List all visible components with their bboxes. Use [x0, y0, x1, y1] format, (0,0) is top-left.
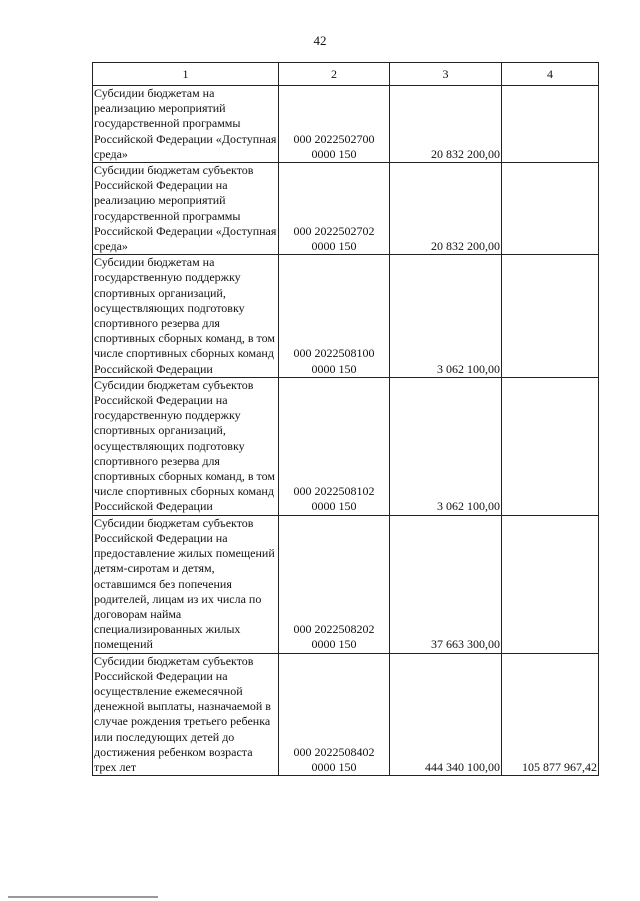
code-line: 000 2022502702 [293, 223, 375, 238]
table-row [93, 255, 599, 378]
row-executed-cell [502, 255, 599, 378]
row-code-cell [279, 653, 390, 776]
row-amount-cell: 37 663 300,00 [390, 515, 502, 653]
table-row [93, 653, 599, 776]
code-line: 0000 150 [311, 759, 357, 774]
page-number: 42 [313, 33, 327, 48]
table-row [93, 163, 599, 255]
row-amount-cell: 20 832 200,00 [390, 86, 502, 163]
code-line: 000 2022502700 [293, 131, 375, 146]
code-line: 0000 150 [311, 361, 357, 376]
table-row [93, 86, 599, 163]
row-name-cell: Субсидии бюджетам субъектов Российской Федерации на реализацию мероприятий государственной программы Российской Федерации «Доступная среда» [93, 163, 279, 255]
code-line: 0000 150 [311, 239, 357, 254]
code-line: 0000 150 [311, 499, 357, 514]
row-amount-cell: 20 832 200,00 [390, 163, 502, 255]
row-name-cell: Субсидии бюджетам на государственную поддержку спортивных организаций, осуществляющих подготовку спортивного резерва для спортивных сборных команд, в том числе спортивных сборных команд Российской Федерации [93, 255, 279, 378]
column-header: 4 [502, 63, 599, 86]
budget-table [92, 62, 599, 776]
row-name-cell: Субсидии бюджетам субъектов Российской Федерации на государственную поддержку спортивных организаций, осуществляющих подготовку спортивного резерва для спортивных сборных команд, в том числе спортивных сборных команд Российской Федерации [93, 377, 279, 515]
row-code-cell [279, 86, 390, 163]
row-amount-cell: 3 062 100,00 [390, 377, 502, 515]
column-header: 3 [390, 63, 502, 86]
row-code-cell [279, 255, 390, 378]
row-executed-cell: 105 877 967,42 [502, 653, 599, 776]
code-line: 000 2022508202 [293, 622, 375, 637]
row-code-cell [279, 377, 390, 515]
code-line: 0000 150 [311, 637, 357, 652]
row-name-cell: Субсидии бюджетам субъектов Российской Федерации на осуществление ежемесячной денежной выплаты, назначаемой в случае рождения третьего ребенка или последующих детей до достижения ребенком возраста трех лет [93, 653, 279, 776]
row-code-cell [279, 163, 390, 255]
code-line: 0000 150 [311, 146, 357, 161]
footer-divider [8, 896, 158, 898]
row-name-cell: Субсидии бюджетам субъектов Российской Федерации на предоставление жилых помещений детям-сиротам и детям, оставшимся без попечения родителей, лицам из их числа по договорам найма специализированных жилых помещений [93, 515, 279, 653]
table-row [93, 377, 599, 515]
row-executed-cell [502, 377, 599, 515]
code-line: 000 2022508402 [293, 744, 375, 759]
code-line: 000 2022508102 [293, 484, 375, 499]
row-amount-cell: 3 062 100,00 [390, 255, 502, 378]
code-line: 000 2022508100 [293, 346, 375, 361]
row-code-cell [279, 515, 390, 653]
row-executed-cell [502, 86, 599, 163]
column-header: 2 [279, 63, 390, 86]
row-executed-cell [502, 515, 599, 653]
table-header-row [93, 63, 599, 86]
row-name-cell: Субсидии бюджетам на реализацию мероприятий государственной программы Российской Федерации «Доступная среда» [93, 86, 279, 163]
column-header: 1 [93, 63, 279, 86]
table-row [93, 515, 599, 653]
row-amount-cell: 444 340 100,00 [390, 653, 502, 776]
row-executed-cell [502, 163, 599, 255]
